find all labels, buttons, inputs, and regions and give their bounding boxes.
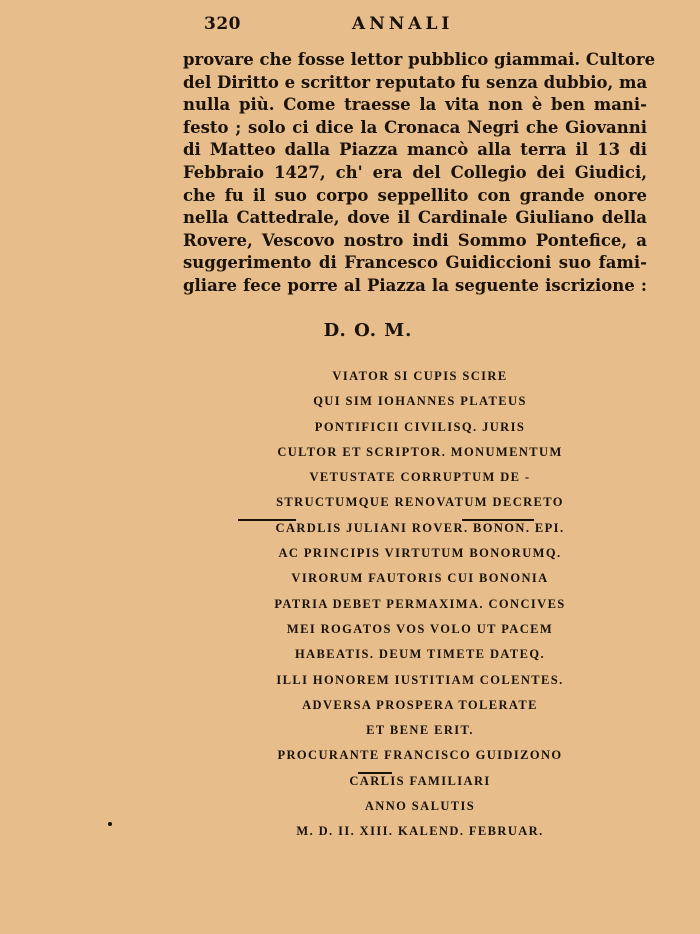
inscription-line [236,642,604,667]
inscription-line-text: VIATOR SI CUPIS SCIRE [332,369,508,383]
inscription-line [236,668,604,693]
body-line: gliare fece porre al Piazza la seguente iscrizione : [183,275,647,295]
inscription-line [236,389,604,414]
inscription-line [236,769,604,794]
inscription-line-text: CARLIS FAMILIARI [349,773,491,788]
running-head: ANNALI [352,14,454,34]
inscription-line-text: CARDLIS JULIANI ROVER. BONON. EPI. [275,520,565,535]
inscription-line [236,541,604,566]
inscription-line [236,592,604,617]
inscription-line [236,819,604,844]
body-line: provare che fosse lettor pubblico giammai. Cultore [183,50,656,69]
body-line: Rovere, Vescovo nostro indi Sommo Pontefice, a [183,230,647,250]
body-line: di Matteo dalla Piazza mancò alla terra il 13 di [183,140,647,160]
abbreviation-mark [358,772,392,774]
inscription-line-text: PATRIA DEBET PERMAXIMA. CONCIVES [274,596,566,611]
body-line: nulla più. Come traesse la vita non è ben mani- [183,95,647,115]
inscription-line [236,440,604,465]
inscription-line [236,465,604,490]
inscription-line-text: ADVERSA PROSPERA TOLERATE [302,697,538,712]
body-paragraph [183,49,656,298]
inscription-line-text: STRUCTUMQUE RENOVATUM DECRETO [276,495,564,510]
body-line: che fu il suo corpo seppellito con grande onore [183,185,647,205]
abbreviation-mark [238,519,296,521]
inscription-line [236,415,604,440]
inscription-line-text: AC PRINCIPIS VIRTUTUM BONORUMQ. [278,546,562,561]
inscription-line [236,617,604,642]
inscription-line-text: ILLI HONOREM IUSTITIAM COLENTES. [276,672,564,687]
page-number: 320 [204,14,241,34]
inscription-line-text: CULTOR ET SCRIPTOR. MONUMENTUM [277,444,563,459]
body-line: del Diritto e scrittor reputato fu senza dubbio, ma [183,72,648,92]
inscription-line [236,516,604,541]
body-line: festo ; solo ci dice la Cronaca Negri che Giovanni [183,117,647,137]
inscription-line-text: VIRORUM FAUTORIS CUI BONONIA [291,571,549,586]
inscription-line-text: PROCURANTE FRANCISCO GUIDIZONO [277,748,563,763]
inscription-line-text: QUI SIM IOHANNES PLATEUS [313,394,527,409]
inscription-line-text: HABEATIS. DEUM TIMETE DATEQ. [294,647,545,662]
inscription-line-text: M. D. II. XIII. KALEND. FEBRUAR. [296,824,544,839]
inscription-line [236,718,604,743]
ink-speck [108,822,112,826]
inscription-line [236,490,604,515]
body-line: nella Cattedrale, dove il Cardinale Giuliano della [183,208,647,228]
abbreviation-mark [462,519,534,521]
inscription-line-text: PONTIFICII CIVILISQ. JURIS [314,419,526,434]
body-line: suggerimento di Francesco Guidiccioni suo fami- [183,253,647,273]
inscription-line-text: ET BENE ERIT. [366,723,474,738]
inscription-heading: D. O. M. [323,320,413,341]
inscription-line [236,364,604,389]
inscription-block [236,364,604,845]
inscription-line-text: VETUSTATE CORRUPTUM DE - [309,470,531,485]
body-line: Febbraio 1427, ch' era del Collegio dei Giudici, [183,162,647,182]
inscription-line-text: MEI ROGATOS VOS VOLO UT PACEM [286,621,554,636]
inscription-line [236,566,604,591]
inscription-line [236,794,604,819]
inscription-line-text: ANNO SALUTIS [364,799,476,814]
inscription-line [236,693,604,718]
inscription-line [236,743,604,768]
